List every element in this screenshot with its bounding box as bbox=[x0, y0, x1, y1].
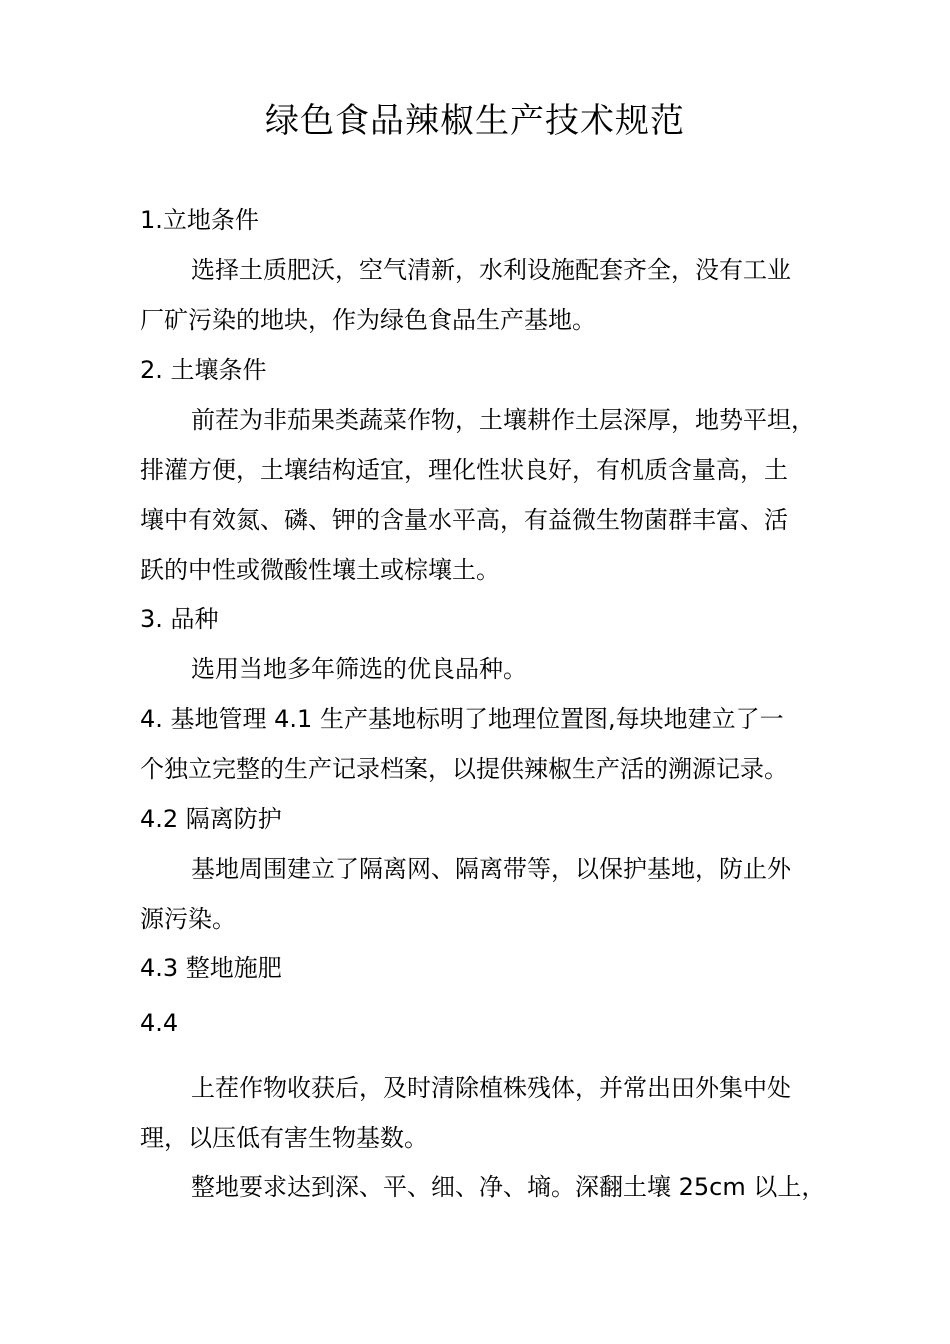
document-title: 绿色食品辣椒生产技术规范 bbox=[265, 101, 685, 141]
section-heading-4-3: 4.3 整地施肥 bbox=[140, 954, 282, 982]
paragraph-line: 跃的中性或微酸性壤土或棕壤土。 bbox=[140, 556, 500, 584]
paragraph-line: 选用当地多年筛选的优良品种。 bbox=[191, 655, 527, 683]
paragraph-line: 个独立完整的生产记录档案，以提供辣椒生产活的溯源记录。 bbox=[140, 755, 788, 783]
section-heading-3: 3. 品种 bbox=[140, 605, 219, 633]
paragraph-line: 壤中有效氮、磷、钾的含量水平高，有益微生物菌群丰富、活 bbox=[140, 506, 788, 534]
section-heading-2: 2. 土壤条件 bbox=[140, 356, 267, 384]
paragraph-line: 上茬作物收获后，及时清除植株残体，并常出田外集中处 bbox=[191, 1074, 791, 1102]
paragraph-line: 整地要求达到深、平、细、净、墒。深翻土壤 25cm 以上， bbox=[191, 1173, 826, 1201]
paragraph-line: 基地周围建立了隔离网、隔离带等，以保护基地，防止外 bbox=[191, 855, 791, 883]
paragraph-line: 选择土质肥沃，空气清新，水利设施配套齐全，没有工业 bbox=[191, 256, 791, 284]
section-heading-4-2: 4.2 隔离防护 bbox=[140, 805, 282, 833]
section-heading-1: 1.立地条件 bbox=[140, 206, 259, 234]
section-heading-4-4: 4.4 bbox=[140, 1009, 179, 1037]
paragraph-line: 源污染。 bbox=[140, 905, 236, 933]
paragraph-line: 前茬为非茄果类蔬菜作物，土壤耕作土层深厚，地势平坦， bbox=[191, 406, 815, 434]
section-heading-4: 4. 基地管理 4.1 生产基地标明了地理位置图,每块地建立了一 bbox=[140, 705, 784, 733]
paragraph-line: 厂矿污染的地块，作为绿色食品生产基地。 bbox=[140, 306, 596, 334]
paragraph-line: 排灌方便，土壤结构适宜，理化性状良好，有机质含量高，土 bbox=[140, 456, 788, 484]
paragraph-line: 理，以压低有害生物基数。 bbox=[140, 1124, 428, 1152]
